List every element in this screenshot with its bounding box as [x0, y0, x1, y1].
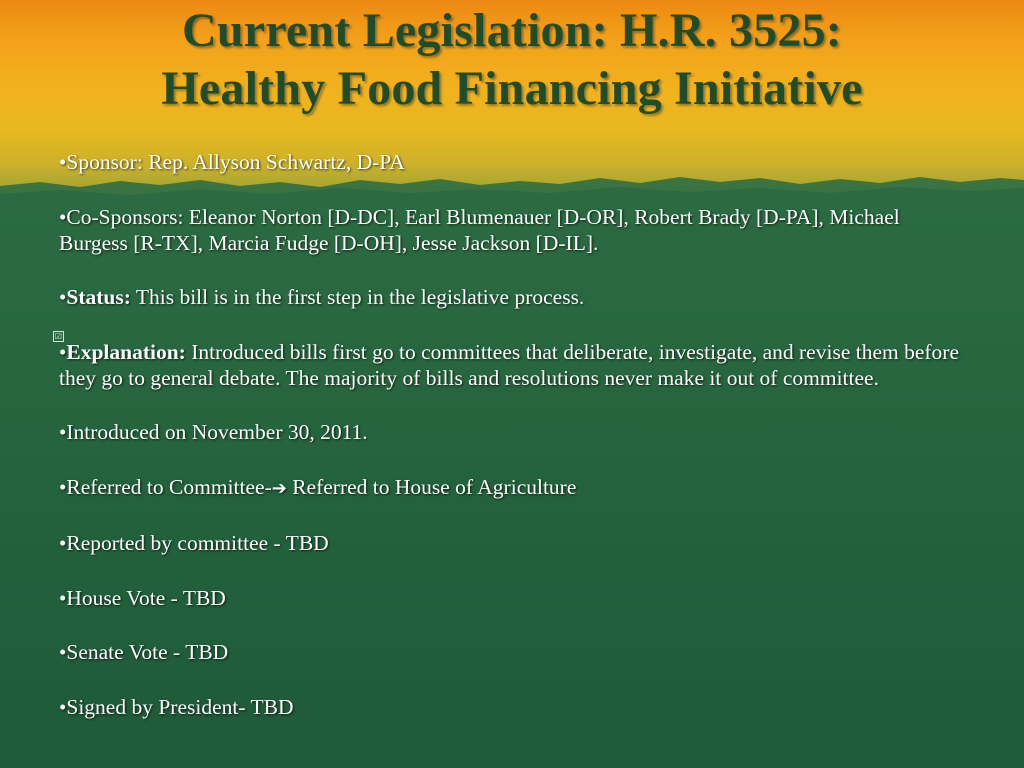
bullet-sponsor: [59, 149, 959, 175]
bullet-introduced: [59, 419, 959, 445]
senate-vote-text: Senate Vote - TBD: [66, 640, 229, 664]
status-text: This bill is in the first step in the legislative process.: [130, 285, 585, 309]
title-line-1: Current Legislation: H.R. 3525:: [182, 4, 842, 57]
arrow-right-icon: ➔: [271, 477, 287, 499]
bullet-status: [59, 284, 959, 310]
bullet-glyph: •: [59, 640, 67, 664]
bullet-glyph: •: [59, 474, 67, 499]
bullet-house-vote: [59, 585, 959, 611]
checkbox-icon: ☑: [54, 332, 63, 341]
signed-text: Signed by President- TBD: [66, 694, 294, 719]
bullet-glyph: •: [59, 585, 67, 610]
bullet-glyph: •: [59, 694, 67, 719]
bullet-referred: [59, 474, 959, 502]
explanation-text: Introduced bills first go to committees that deliberate, investigate, and revise them before they go to general debate. The majority of bills and resolutions never make it out of committee.: [59, 339, 960, 390]
bullet-glyph: •: [59, 150, 67, 174]
cosponsors-text: Co-Sponsors: Eleanor Norton [D-DC], Earl Blumenauer [D-OR], Robert Brady [D-PA], Michael Burgess [R-TX], Marcia Fudge [D-OH], Jesse Jackson [D-IL].: [59, 204, 900, 255]
reported-text: Reported by committee - TBD: [66, 531, 329, 555]
bullet-senate-vote: [59, 639, 959, 665]
bullet-glyph: •: [59, 420, 67, 444]
referred-text: Referred to Committee-: [66, 474, 272, 499]
slide-title: [0, 2, 1024, 118]
house-vote-text: House Vote - TBD: [66, 585, 226, 610]
bullet-reported: [59, 530, 959, 556]
bullet-list: [59, 149, 959, 748]
status-label: Status:: [66, 285, 131, 309]
bullet-glyph: •: [59, 531, 67, 555]
bullet-glyph: •: [59, 339, 67, 364]
referred-text-2: Referred to House of Agriculture: [286, 474, 577, 499]
bullet-explanation: [59, 339, 959, 391]
title-line-2: Healthy Food Financing Initiative: [161, 62, 863, 115]
bullet-glyph: •: [59, 285, 67, 309]
sponsor-text: Sponsor: Rep. Allyson Schwartz, D-PA: [66, 150, 405, 174]
bullet-signed: [59, 694, 959, 720]
bullet-glyph: •: [59, 204, 67, 229]
explanation-label: Explanation:: [66, 339, 186, 364]
bullet-cosponsors: [59, 204, 959, 256]
introduced-text: Introduced on November 30, 2011.: [66, 420, 368, 444]
